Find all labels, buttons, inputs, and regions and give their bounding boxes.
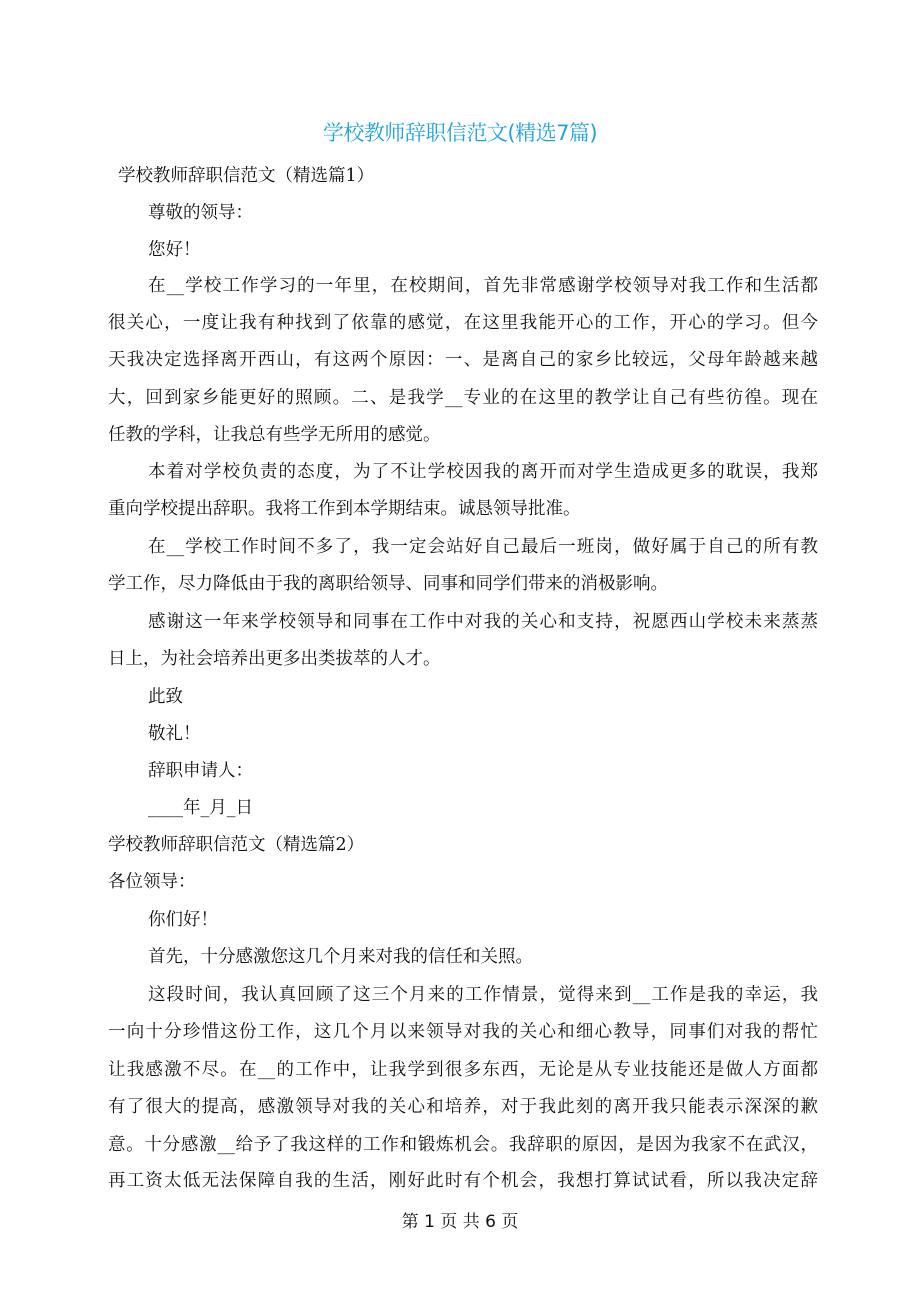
section2-para2-line4: 有了很大的提高，感激领导对我的关心和培养，对于我此刻的离开我只能表示深深的歉 (108, 1097, 818, 1117)
document-title: 学校教师辞职信范文(精选7篇) (322, 121, 598, 145)
section1-para1-line2: 很关心，一度让我有种找到了依靠的感觉，在这里我能开心的工作，开心的学习。但今 (108, 313, 818, 333)
section2-para2-line1: 这段时间，我认真回顾了这三个月来的工作情景，觉得来到__工作是我的幸运，我 (148, 985, 818, 1005)
section2-para2-line2: 一向十分珍惜这份工作，这几个月以来领导对我的关心和细心教导，同事们对我的帮忙 (108, 1022, 818, 1042)
section1-para3-line1: 在__学校工作时间不多了，我一定会站好自己最后一班岗，做好属于自己的所有教 (148, 537, 818, 557)
section1-salutation: 尊敬的领导： (148, 203, 253, 223)
section2-greeting: 你们好！ (148, 910, 218, 930)
section1-greeting: 您好！ (148, 240, 201, 260)
section1-para4-line1: 感谢这一年来学校领导和同事在工作中对我的关心和支持，祝愿西山学校未来蒸蒸 (148, 612, 818, 632)
section1-para2-line2: 重向学校提出辞职。我将工作到本学期结束。诚恳领导批准。 (108, 499, 581, 519)
section1-para1-line3: 天我决定选择离开西山，有这两个原因：一、是离自己的家乡比较远，父母年龄越来越 (108, 350, 818, 370)
section1-closing-1: 此致 (148, 687, 183, 707)
section1-para2-line1: 本着对学校负责的态度，为了不让学校因我的离开而对学生造成更多的耽误，我郑 (148, 462, 818, 482)
section2-heading: 学校教师辞职信范文（精选篇2） (108, 835, 365, 855)
section1-para1-line1: 在__学校工作学习的一年里，在校期间，首先非常感谢学校领导对我工作和生活都 (148, 276, 818, 296)
section1-para1-line4: 大，回到家乡能更好的照顾。二、是我学__专业的在这里的教学让自己有些彷徨。现在 (108, 388, 818, 408)
section1-signature: 辞职申请人： (148, 761, 253, 781)
section2-para2-line5: 意。十分感激__给予了我这样的工作和锻炼机会。我辞职的原因，是因为我家不在武汉， (108, 1135, 818, 1155)
section2-para2-line3: 让我感激不尽。在__的工作中，让我学到很多东西，无论是从专业技能还是做人方面都 (108, 1060, 818, 1080)
section2-para2-line6: 再工资太低无法保障自我的生活，刚好此时有个机会，我想打算试试看，所以我决定辞 (108, 1171, 818, 1191)
section1-closing-2: 敬礼！ (148, 724, 201, 744)
section1-para1-line5: 任教的学科，让我总有些学无所用的感觉。 (108, 425, 441, 445)
section1-para3-line2: 学工作，尽力降低由于我的离职给领导、同事和同学们带来的消极影响。 (108, 574, 668, 594)
section1-date: ____年_月_日 (148, 798, 253, 818)
section1-heading: 学校教师辞职信范文（精选篇1） (118, 166, 375, 186)
section2-salutation: 各位领导： (108, 872, 196, 892)
section2-para1: 首先，十分感激您这几个月来对我的信任和关照。 (148, 947, 533, 967)
page-indicator: 第 1 页 共 6 页 (401, 1212, 519, 1232)
section1-para4-line2: 日上，为社会培养出更多出类拔萃的人才。 (108, 649, 441, 669)
